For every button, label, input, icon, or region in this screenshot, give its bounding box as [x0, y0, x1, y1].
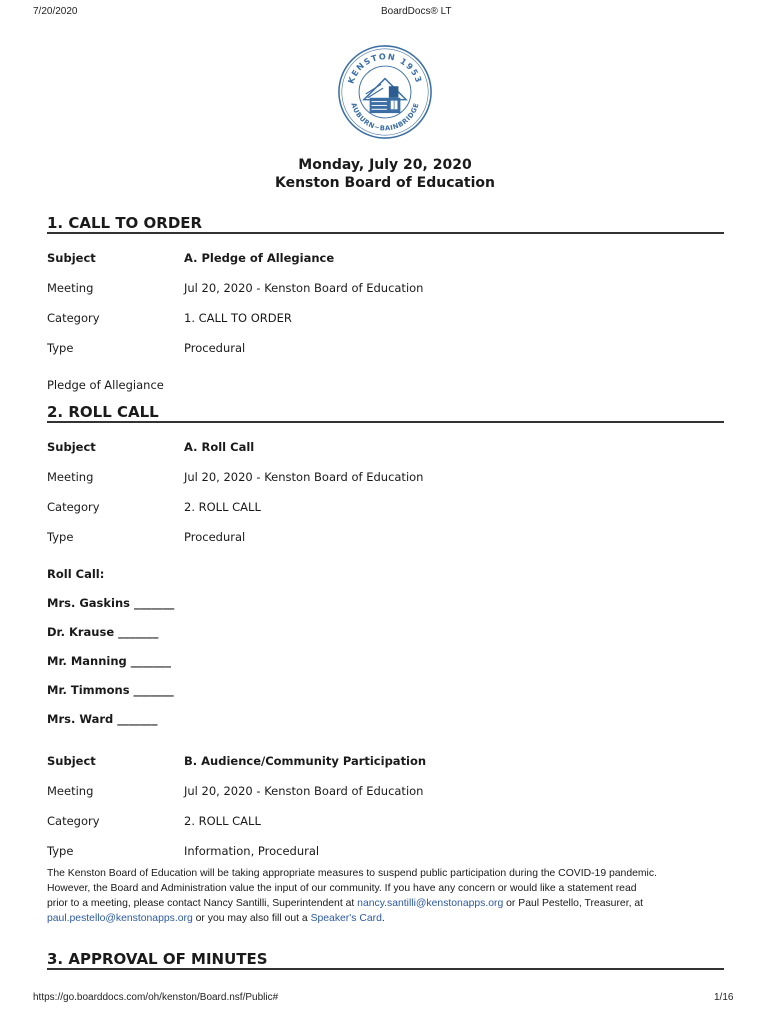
category-label: Category [47, 500, 100, 514]
section-heading-approval-of-minutes: 3. APPROVAL OF MINUTES [47, 950, 724, 970]
page-number: 1/16 [714, 992, 734, 1003]
meeting-label: Meeting [47, 281, 94, 295]
meeting-label: Meeting [47, 784, 94, 798]
subject-label: Subject [47, 440, 96, 454]
meeting-date-title: Monday, July 20, 2020 [298, 157, 472, 173]
roll-call-member: Mrs. Gaskins _______ [47, 596, 175, 610]
superintendent-email-link[interactable]: nancy.santilli@kenstonapps.org [357, 898, 504, 909]
logo-top-text: KENSTON 1953 [345, 51, 425, 85]
subject-label: Subject [47, 251, 96, 265]
section-heading-roll-call: 2. ROLL CALL [47, 403, 724, 423]
type-label: Type [47, 844, 74, 858]
category-label: Category [47, 814, 100, 828]
item-meeting: Jul 20, 2020 - Kenston Board of Education [184, 470, 424, 484]
item-type: Information, Procedural [184, 844, 320, 858]
item-type: Procedural [184, 341, 246, 355]
item-body-text: Pledge of Allegiance [47, 378, 164, 392]
roll-call-title: Roll Call: [47, 567, 105, 581]
item-category: 1. CALL TO ORDER [184, 311, 292, 325]
site-name: BoardDocs® LT [381, 6, 452, 17]
roll-call-member: Mr. Manning _______ [47, 654, 172, 668]
participation-notice: The Kenston Board of Education will be taking appropriate measures to suspend public participation during the COVID-19 pandemic. However, the Board and Administration value the input of our community. If you have any concern or would like a statement read prior to a meeting, please contact Nancy Santilli, Superintendent at nancy.santilli@kenstonapps.org or Paul Pestello, Treasurer, at paul.pestello@kenstonapps.org or you may also fill out a Speaker's Card. [47, 868, 657, 924]
category-label: Category [47, 311, 100, 325]
subject-label: Subject [47, 754, 96, 768]
item-subject[interactable]: B. Audience/Community Participation [184, 754, 427, 768]
item-meeting: Jul 20, 2020 - Kenston Board of Education [184, 784, 424, 798]
item-subject[interactable]: A. Roll Call [184, 440, 255, 454]
print-date: 7/20/2020 [33, 6, 78, 17]
section-heading-call-to-order: 1. CALL TO ORDER [47, 214, 724, 234]
page-url: https://go.boarddocs.com/oh/kenston/Board.nsf/Public# [33, 992, 279, 1003]
type-label: Type [47, 530, 74, 544]
type-label: Type [47, 341, 74, 355]
logo-bottom-text: AUBURN~BAINBRIDGE [349, 101, 421, 133]
item-subject[interactable]: A. Pledge of Allegiance [184, 251, 335, 265]
item-category: 2. ROLL CALL [184, 814, 261, 828]
district-seal-logo [337, 44, 433, 140]
speakers-card-link[interactable]: Speaker's Card [310, 913, 382, 924]
item-category: 2. ROLL CALL [184, 500, 261, 514]
roll-call-member: Mr. Timmons _______ [47, 683, 174, 697]
roll-call-member: Dr. Krause _______ [47, 625, 159, 639]
roll-call-member: Mrs. Ward _______ [47, 712, 158, 726]
treasurer-email-link[interactable]: paul.pestello@kenstonapps.org [47, 913, 193, 924]
meeting-label: Meeting [47, 470, 94, 484]
board-name-title: Kenston Board of Education [274, 175, 496, 191]
item-meeting: Jul 20, 2020 - Kenston Board of Education [184, 281, 424, 295]
item-type: Procedural [184, 530, 246, 544]
